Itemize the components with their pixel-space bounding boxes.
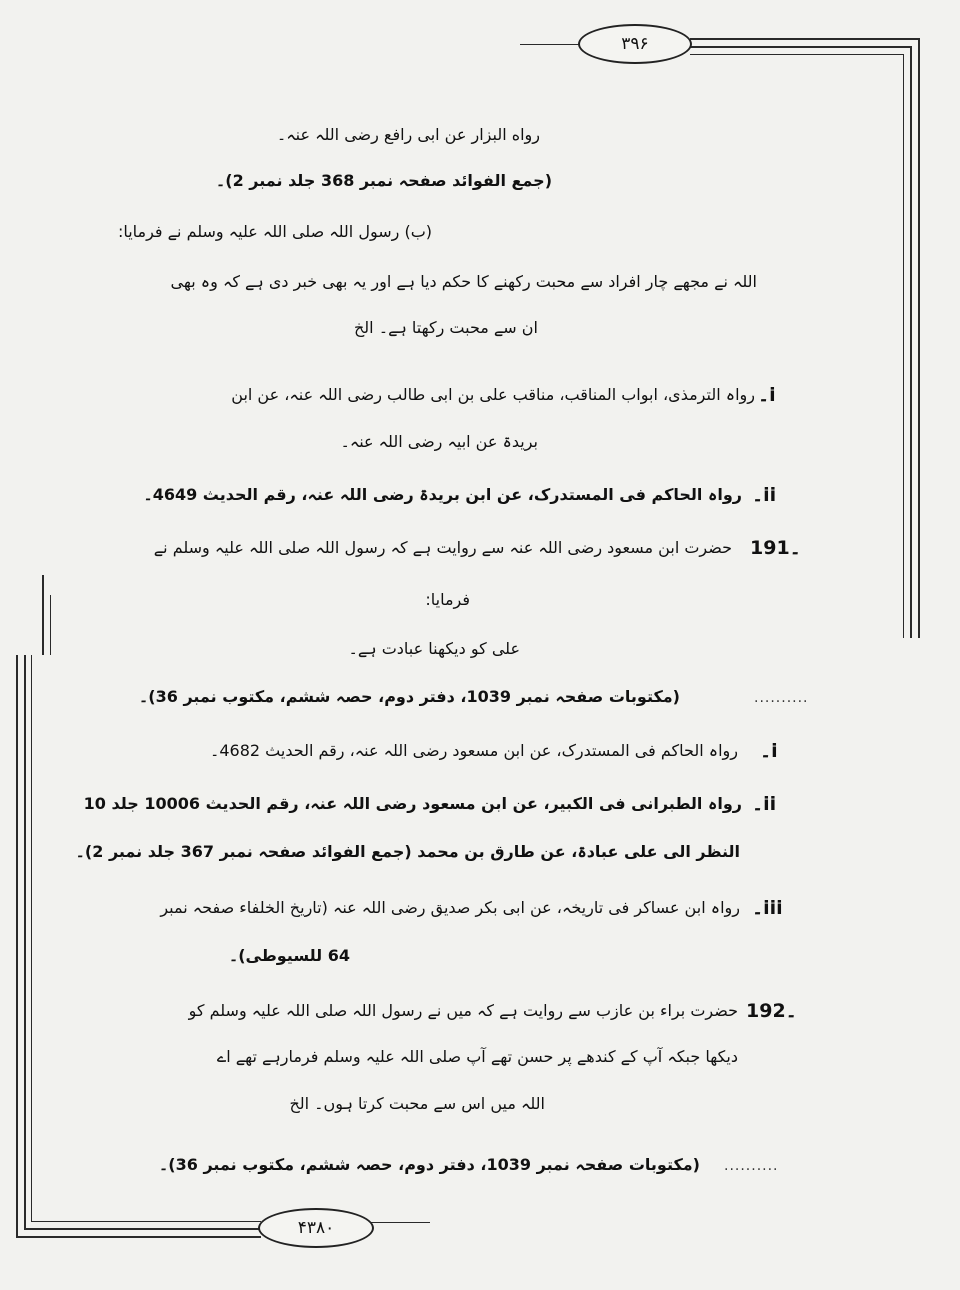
text-line: رواہ الحاکم فی المستدرک، عن ابن مسعود رضی اللہ عنہ، رقم الحدیث 4682۔ bbox=[210, 741, 738, 760]
frame-line bbox=[24, 655, 26, 1229]
item-marker: ۔iii bbox=[752, 897, 783, 919]
text-line: اللہ نے مجھے چار افراد سے محبت رکھنے کا حکم دیا ہے اور یہ بھی خبر دی ہے کہ وہ بھی bbox=[170, 272, 757, 291]
frame-line bbox=[370, 1222, 430, 1223]
frame-line bbox=[31, 1221, 261, 1222]
frame-line bbox=[690, 54, 904, 55]
frame-line bbox=[690, 38, 920, 40]
text-line: رواہ الطبرانی فی الکبیر، عن ابن مسعود رضی اللہ عنہ، رقم الحدیث 10006 جلد 10 bbox=[83, 794, 742, 813]
text-line: (جمع الفوائد صفحہ نمبر 368 جلد نمبر 2)۔ bbox=[215, 171, 552, 190]
hadith-number: ۔192 bbox=[746, 1000, 797, 1022]
frame-line bbox=[690, 46, 912, 48]
text-line: فرمایا: bbox=[425, 590, 470, 609]
page-number-bottom: ۴۳۸۰ bbox=[258, 1208, 374, 1248]
text-line: حضرت ابن مسعود رضی اللہ عنہ سے روایت ہے کہ رسول اللہ صلی اللہ علیہ وسلم نے bbox=[153, 538, 732, 557]
text-line: رواہ ابن عساکر فی تاریخہ، عن ابی بکر صدیق رضی اللہ عنہ (تاریخ الخلفاء صفحہ نمبر bbox=[160, 898, 740, 917]
frame-line bbox=[42, 575, 44, 655]
frame-line bbox=[16, 1236, 261, 1238]
frame-line bbox=[24, 1228, 261, 1230]
item-marker: ۔i bbox=[758, 384, 776, 406]
frame-line bbox=[903, 54, 904, 638]
text-line: رواہ الحاکم فی المستدرک، عن ابن بریدۃ رضی اللہ عنہ، رقم الحدیث 4649۔ bbox=[143, 485, 742, 504]
frame-line bbox=[16, 655, 18, 1237]
frame-line bbox=[31, 655, 32, 1221]
leader-dots: .......... bbox=[754, 690, 809, 706]
text-line: ان سے محبت رکھتا ہے۔ الخ bbox=[353, 318, 538, 337]
text-line: اللہ میں اس سے محبت کرتا ہوں۔ الخ bbox=[289, 1094, 545, 1113]
text-line: بریدۃ عن ابیہ رضی اللہ عنہ۔ bbox=[340, 432, 538, 451]
text-line: النظر الی علی عبادۃ، عن طارق بن محمد (جمع الفوائد صفحہ نمبر 367 جلد نمبر 2)۔ bbox=[75, 842, 740, 861]
frame-line bbox=[918, 38, 920, 638]
text-line: (ب) رسول اللہ صلی اللہ علیہ وسلم نے فرمایا: bbox=[117, 222, 432, 241]
page-number-top: ۳۹۶ bbox=[578, 24, 692, 64]
text-line: رواه البزار عن ابی رافع رضی اللہ عنہ۔ bbox=[276, 125, 540, 144]
frame-line bbox=[910, 46, 912, 638]
item-marker: ۔ii bbox=[752, 793, 777, 815]
frame-line bbox=[50, 595, 51, 655]
text-line: 64 للسیوطی)۔ bbox=[228, 946, 350, 965]
item-marker: ۔i bbox=[760, 740, 778, 762]
text-line: علی کو دیکھنا عبادت ہے۔ bbox=[348, 639, 520, 658]
frame-line bbox=[520, 44, 580, 45]
item-marker: ۔ii bbox=[752, 484, 777, 506]
text-line: (مکتوبات صفحہ نمبر 1039، دفتر دوم، حصہ ششم، مکتوب نمبر 36)۔ bbox=[158, 1155, 700, 1174]
text-line: رواہ الترمذی، ابواب المناقب، مناقب علی بن ابی طالب رضی اللہ عنہ، عن ابن bbox=[231, 385, 755, 404]
leader-dots: .......... bbox=[724, 1158, 779, 1174]
text-line: (مکتوبات صفحہ نمبر 1039، دفتر دوم، حصہ ششم، مکتوب نمبر 36)۔ bbox=[138, 687, 680, 706]
text-line: دیکھا جبکہ آپ کے کندھے پر حسن تھے آپ صلی اللہ علیہ وسلم فرمارہے تھے اے bbox=[216, 1047, 738, 1066]
hadith-number: ۔191 bbox=[750, 537, 801, 559]
text-line: حضرت براء بن عازب سے روایت ہے کہ میں نے رسول اللہ صلی اللہ علیہ وسلم کو bbox=[188, 1001, 738, 1020]
